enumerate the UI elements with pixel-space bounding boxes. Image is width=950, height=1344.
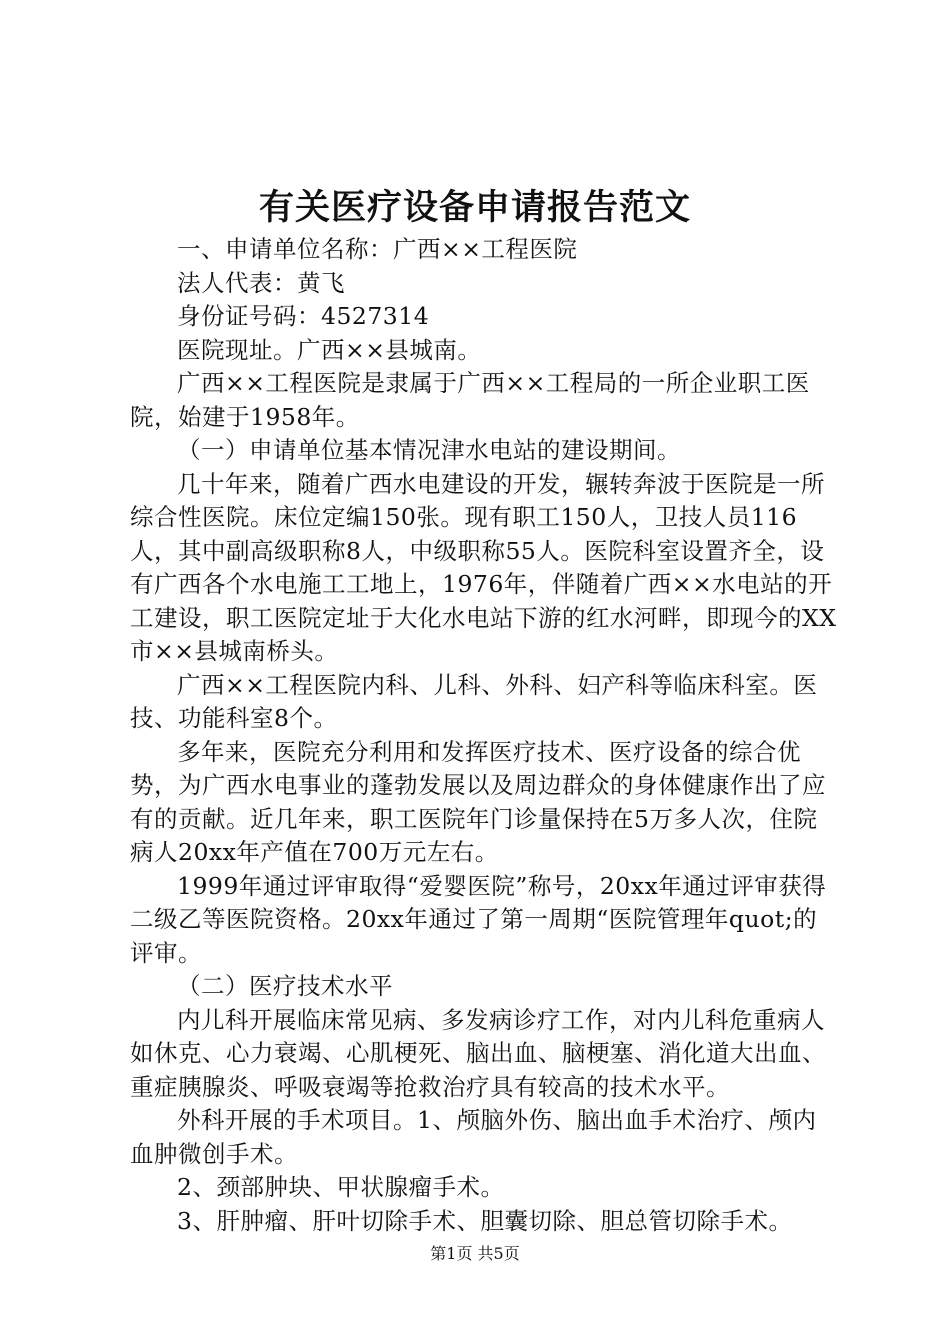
document-title: 有关医疗设备申请报告范文 — [258, 187, 691, 228]
paragraph-surgery-item-2: 2、颈部肿块、甲状腺瘤手术。 — [177, 1173, 505, 1201]
paragraph-accreditation: 1999年通过评审取得“爱婴医院”称号，20xx年通过评审获得二级乙等医院资格。20xx年通过了第一周期“医院管理年quot;的评审。 — [130, 871, 827, 967]
document-body — [130, 233, 840, 1238]
paragraph-id-number: 身份证号码：4527314 — [177, 302, 430, 330]
paragraph-departments: 广西××工程医院内科、儿科、外科、妇产科等临床科室。医技、功能科室8个。 — [130, 670, 818, 732]
paragraph-contributions: 多年来，医院充分利用和发挥医疗技术、医疗设备的综合优势，为广西水电事业的蓬勃发展以及周边群众的身体健康作出了应有的贡献。近几年来，职工医院年门诊量保持在5万多人次，住院病人20xx年产值在700万元左右。 — [130, 737, 826, 866]
paragraph-hospital-intro: 广西××工程医院是隶属于广西××工程局的一所企业职工医院，始建于1958年。 — [130, 369, 810, 431]
paragraph-surgery-items: 外科开展的手术项目。1、颅脑外伤、脑出血手术治疗、颅内血肿微创手术。 — [130, 1106, 817, 1168]
paragraph-history: 几十年来，随着广西水电建设的开发，辗转奔波于医院是一所综合性医院。床位定编150张。现有职工150人，卫技人员116人，其中副高级职称8人，中级职称55人。医院科室设置齐全，设有广西各个水电施工工地上，1976年，伴随着广西××水电站的开工建设，职工医院定址于大化水电站下游的红水河畔，即现今的XX市××县城南桥头。 — [130, 469, 837, 665]
paragraph-section-one-heading: （一）申请单位基本情况津水电站的建设期间。 — [177, 436, 681, 464]
paragraph-section-two-heading: （二）医疗技术水平 — [177, 972, 393, 1000]
paragraph-applicant-name: 一、申请单位名称：广西××工程医院 — [177, 235, 578, 263]
page-footer: 第1页 共5页 — [430, 1244, 520, 1263]
paragraph-legal-representative: 法人代表：黄飞 — [177, 268, 345, 297]
paragraph-internal-medicine: 内儿科开展临床常见病、多发病诊疗工作，对内儿科危重病人如休克、心力衰竭、心肌梗死、脑出血、脑梗塞、消化道大出血、重症胰腺炎、呼吸衰竭等抢救治疗具有较高的技术水平。 — [130, 1005, 826, 1101]
paragraph-surgery-item-3: 3、肝肿瘤、肝叶切除手术、胆囊切除、胆总管切除手术。 — [177, 1206, 793, 1235]
paragraph-address: 医院现址。广西××县城南。 — [177, 335, 482, 364]
